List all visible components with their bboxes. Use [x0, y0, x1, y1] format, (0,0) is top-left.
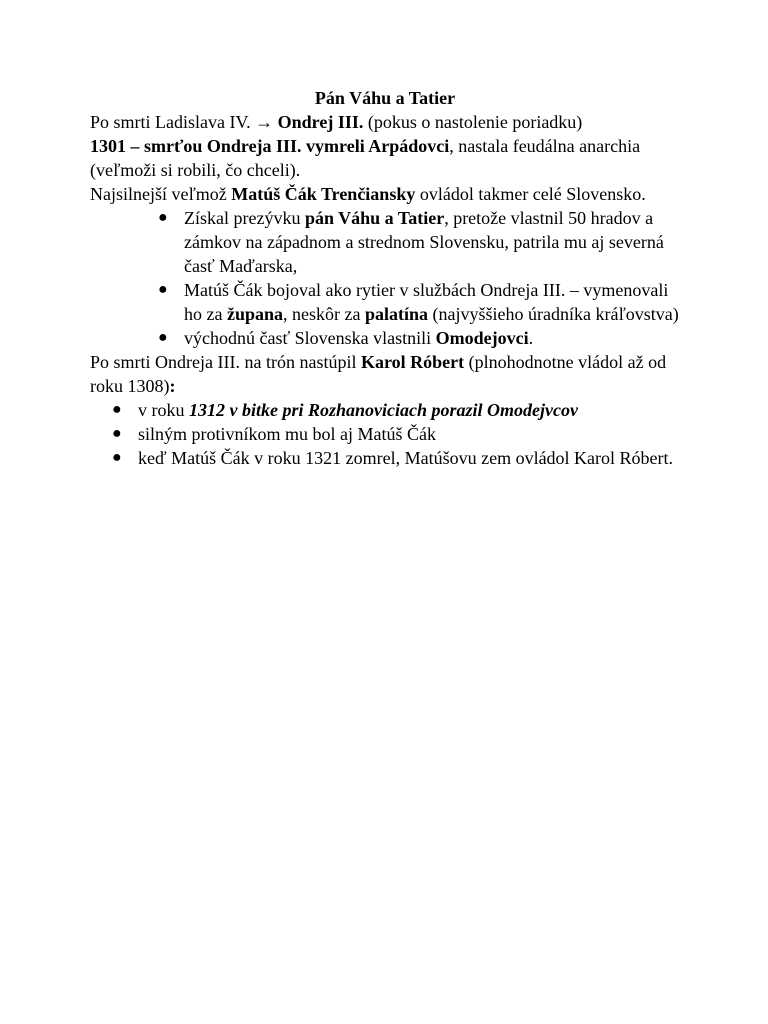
list-item	[90, 206, 690, 278]
text-run: , pretože vlastnil 50 hradov a zámkov na západnom a strednom Slovensku, patrila mu aj severná časť Maďarska,	[184, 208, 664, 276]
list-item	[90, 398, 690, 422]
bold-run: Ondrej III.	[277, 112, 364, 132]
bold-italic-run: 1312 v bitke pri Rozhanoviciach porazil Omodejvcov	[189, 400, 578, 420]
bullet-icon: ●	[158, 281, 168, 298]
bullet-icon: ●	[112, 425, 122, 442]
page-title: Pán Váhu a Tatier	[314, 88, 456, 108]
bold-run: pán Váhu a Tatier	[304, 208, 445, 228]
bullet-icon: ●	[158, 209, 168, 226]
bold-run: 1301 – smrťou Ondreja III. vymreli Arpádovci	[90, 136, 450, 156]
text-run: keď Matúš Čák v roku 1321 zomrel, Matúšovu zem ovládol Karol Róbert.	[138, 448, 674, 468]
text-run: (plnohodnotne vládol až od roku 1308)	[90, 352, 667, 396]
bold-run: Matúš Čák Trenčiansky	[231, 184, 416, 204]
intro-line-2	[90, 134, 690, 182]
text-run: (najvyššieho úradníka kráľovstva)	[428, 304, 679, 324]
bold-run: Omodejovci	[435, 328, 529, 348]
text-run: Získal prezývku	[184, 208, 305, 228]
text-run: , nastala feudálna anarchia (veľmoži si robili, čo chceli).	[90, 136, 641, 180]
list-item	[90, 326, 690, 350]
bullet-icon: ●	[112, 449, 122, 466]
text-run: ovládol takmer celé Slovensko.	[415, 184, 646, 204]
bold-run: :	[169, 376, 176, 396]
text-run: Najsilnejší veľmož	[90, 184, 232, 204]
text-run: Matúš Čák bojoval ako rytier v službách Ondreja III. – vymenovali ho za	[184, 280, 669, 324]
list-item	[90, 278, 690, 326]
bullet-icon: ●	[158, 329, 168, 346]
list-item	[90, 422, 690, 446]
bold-run: župana	[226, 304, 284, 324]
text-run: silným protivníkom mu bol aj Matúš Čák	[138, 424, 436, 444]
text-run: (pokus o nastolenie poriadku)	[363, 112, 583, 132]
bullet-icon: ●	[112, 401, 122, 418]
bullet-list-karol	[90, 398, 690, 470]
text-run: východnú časť Slovenska vlastnili	[184, 328, 436, 348]
text-run: Po smrti Ladislava IV. →	[90, 112, 278, 132]
list-item	[90, 446, 690, 470]
text-run: , neskôr za	[283, 304, 365, 324]
bold-run: palatína	[364, 304, 429, 324]
paragraph-karol	[90, 350, 690, 398]
text-run: .	[528, 328, 534, 348]
bold-run: Karol Róbert	[360, 352, 465, 372]
text-run: v roku	[138, 400, 189, 420]
intro-line-1	[90, 110, 690, 134]
intro-line-3	[90, 182, 690, 206]
document-page	[90, 86, 690, 470]
bullet-list-matus	[90, 206, 690, 350]
text-run: Po smrti Ondreja III. na trón nastúpil	[90, 352, 361, 372]
